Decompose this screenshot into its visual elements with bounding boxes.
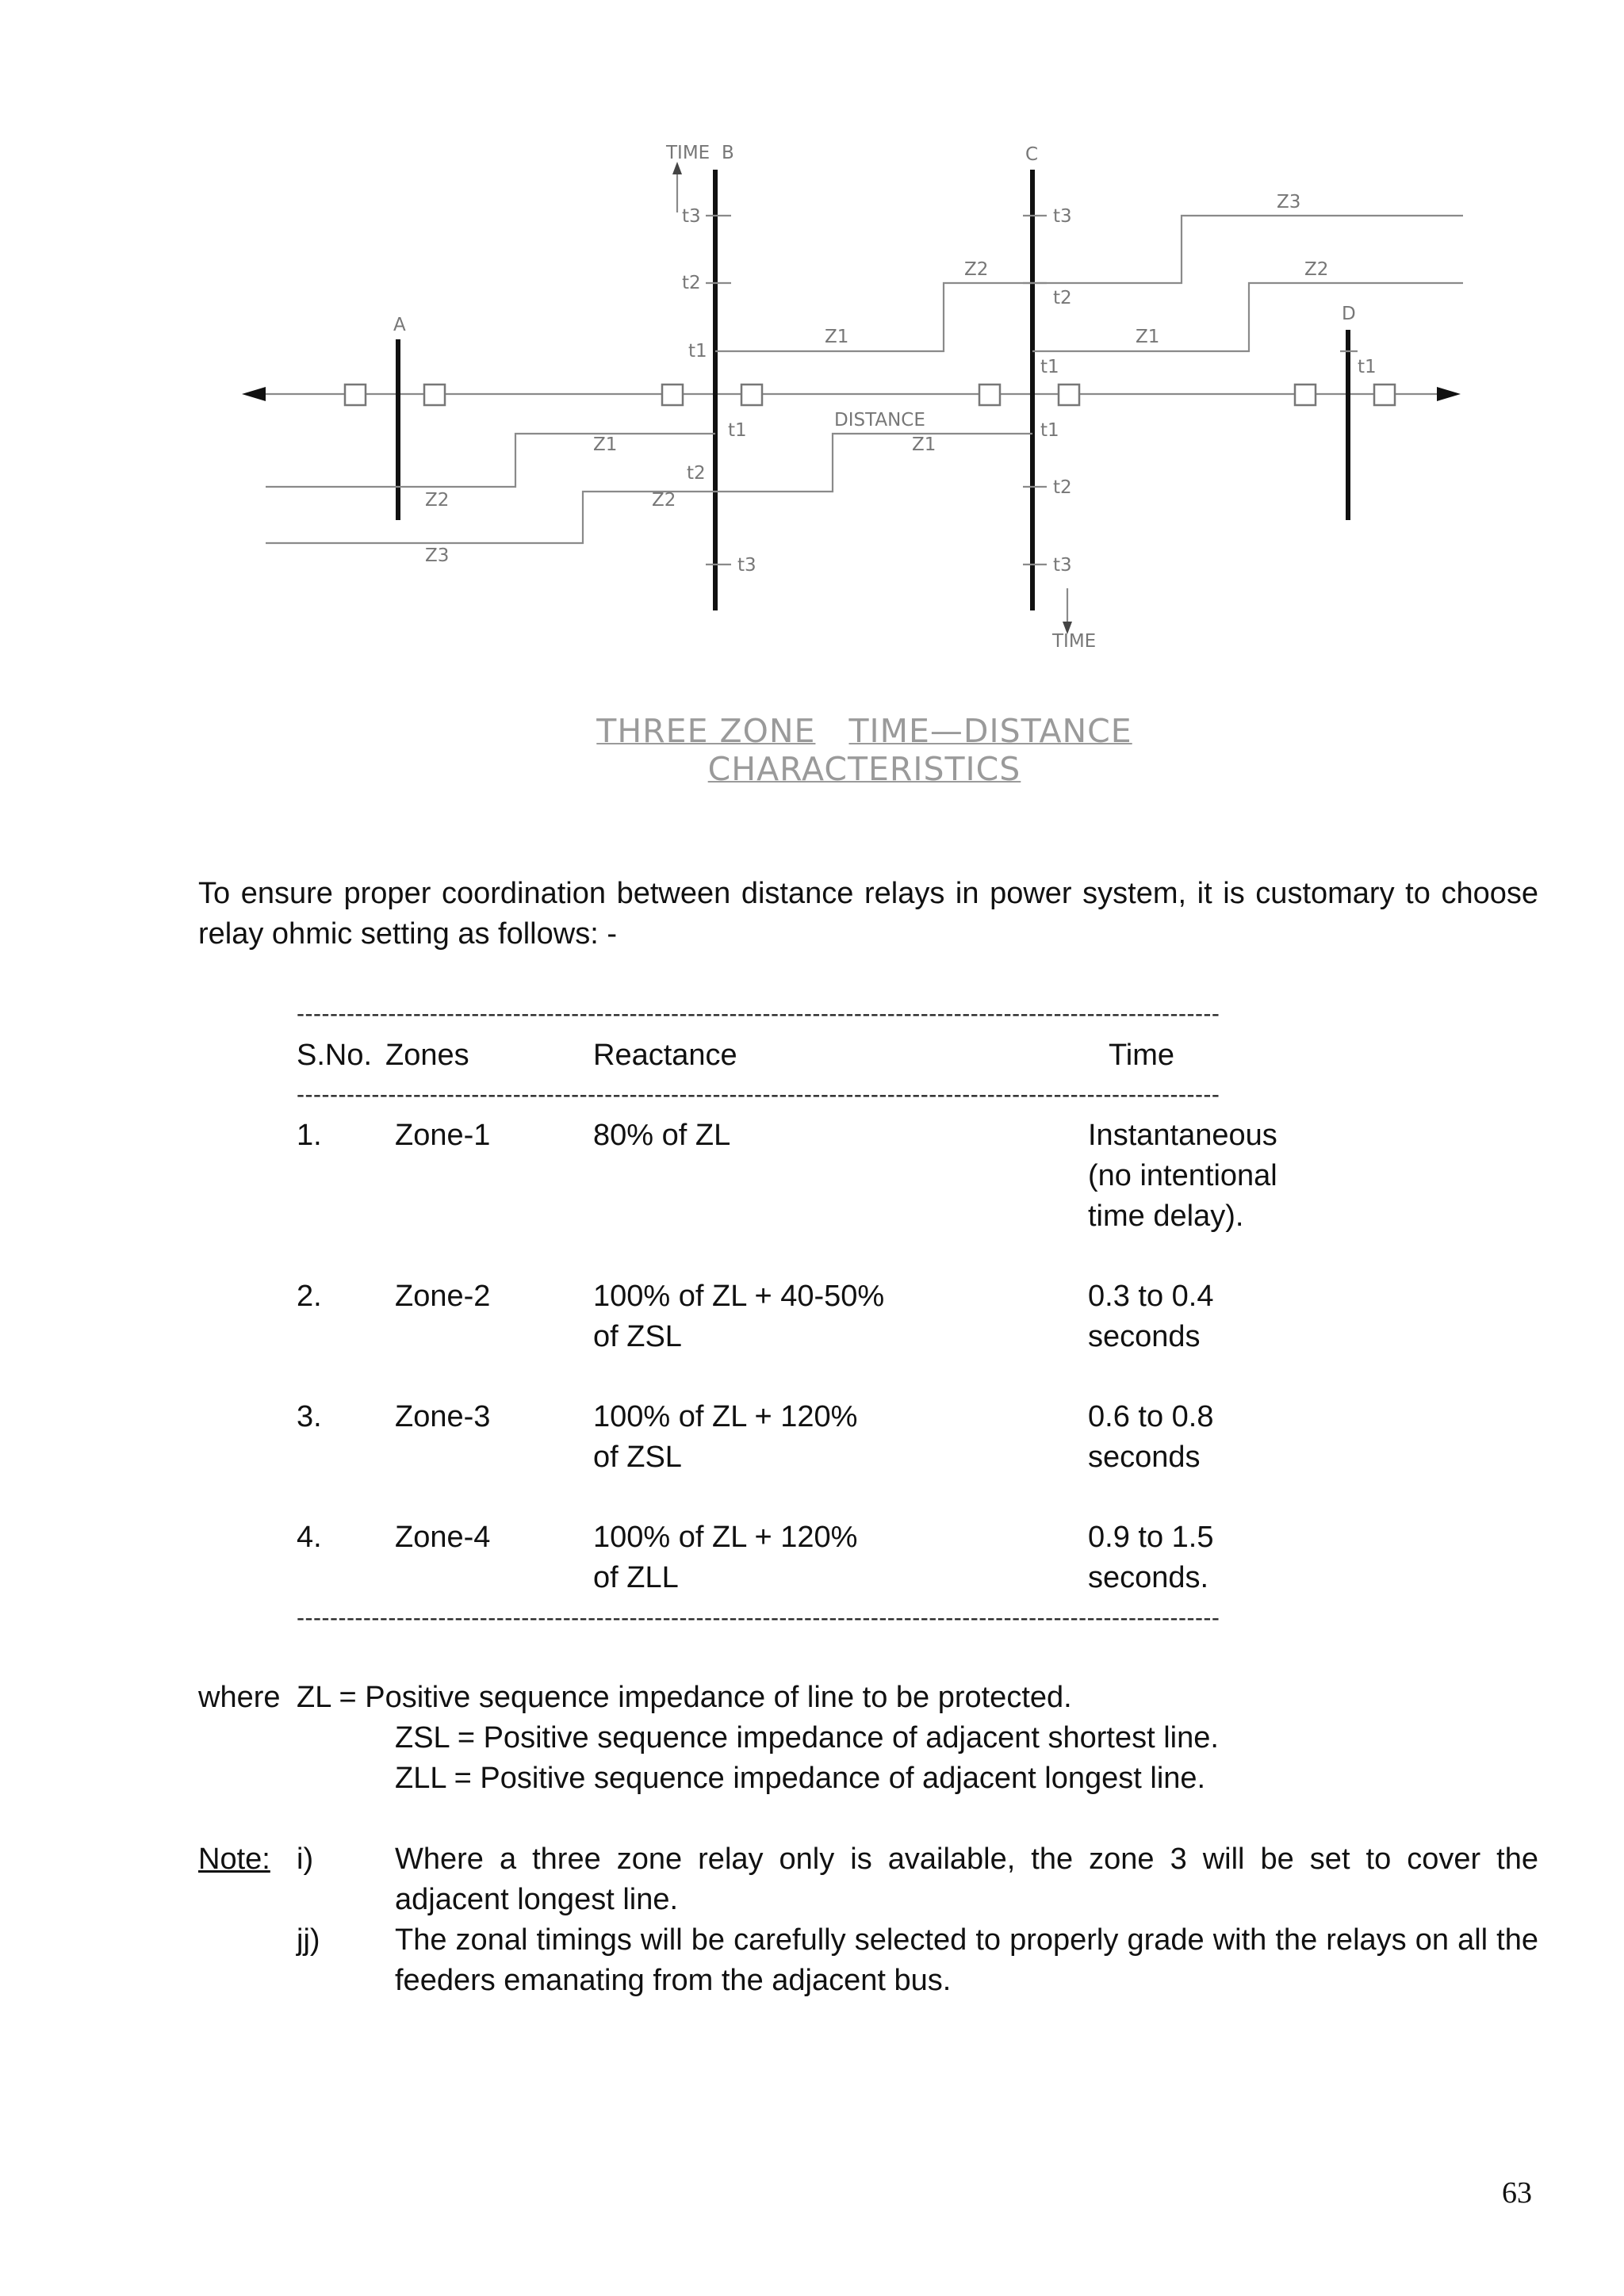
- note-text: Where a three zone relay only is available, the zone 3 will be set to cover the adjacent longest line.: [395, 1843, 1538, 1916]
- caption-word: CHARACTERISTICS: [707, 750, 1021, 788]
- table-row-reactance: 100% of ZL + 120%: [593, 1400, 858, 1433]
- table-row-zone: Zone-3: [395, 1400, 491, 1433]
- table-row-sno: 1.: [297, 1119, 322, 1152]
- z1-label: Z1: [593, 434, 618, 455]
- z1-label: Z1: [1136, 327, 1160, 347]
- distance-label: DISTANCE: [834, 410, 925, 430]
- table-rule-bottom: ---------------------------------------------------------------------------------------------------------------: [297, 1605, 1220, 1631]
- table-row-time: 0.9 to 1.5: [1088, 1521, 1214, 1554]
- header-time: Time: [1109, 1039, 1175, 1072]
- t2-label: t2: [1053, 477, 1072, 498]
- note-text: The zonal timings will be carefully selected to properly grade with the relays on all the feeders emanating from the adjacent bus.: [395, 1923, 1538, 1997]
- table-rule-top: ---------------------------------------------------------------------------------------------------------------: [297, 1001, 1220, 1027]
- table-row-reactance: 80% of ZL: [593, 1119, 731, 1152]
- t1-label: t1: [688, 341, 707, 362]
- table-row-time: seconds.: [1088, 1561, 1209, 1594]
- z3-label: Z3: [425, 545, 450, 566]
- note-marker: i): [297, 1843, 314, 1876]
- t3-label: t3: [682, 206, 701, 227]
- left-arrow-icon: [242, 387, 266, 401]
- t2-label: t2: [687, 463, 706, 484]
- definition-zll: ZLL = Positive sequence impedance of adjacent longest line.: [395, 1762, 1206, 1795]
- page-number: 63: [1502, 2176, 1532, 2210]
- table-row-reactance: of ZLL: [593, 1561, 679, 1594]
- time-axis-label-top: TIME: [666, 143, 710, 163]
- table-row-time: time delay).: [1088, 1200, 1244, 1233]
- table-row-time: 0.3 to 0.4: [1088, 1280, 1214, 1313]
- bus-c-label: C: [1025, 144, 1039, 165]
- lower-staircase-b-z3: [266, 492, 715, 543]
- t1-label: t1: [1040, 357, 1059, 377]
- z2-label: Z2: [1304, 259, 1329, 280]
- where-lead: where: [198, 1681, 281, 1714]
- header-sno: S.No.: [297, 1039, 373, 1072]
- table-row-reactance: 100% of ZL + 40-50%: [593, 1280, 885, 1313]
- table-row-sno: 3.: [297, 1400, 322, 1433]
- z2-label: Z2: [964, 259, 989, 280]
- table-row-time: seconds: [1088, 1320, 1201, 1353]
- time-up-arrow-icon: [672, 162, 682, 174]
- table-row-time: 0.6 to 0.8: [1088, 1400, 1214, 1433]
- definition-zl: ZL = Positive sequence impedance of line to be protected.: [297, 1681, 1072, 1714]
- table-row-time: Instantaneous: [1088, 1119, 1277, 1152]
- upper-staircase-c: [1032, 283, 1463, 351]
- bus-b-label: B: [722, 143, 734, 163]
- lower-staircase-b: [266, 434, 715, 487]
- t2-label: t2: [682, 273, 701, 293]
- t1-label: t1: [1358, 357, 1377, 377]
- z1-label: Z1: [825, 327, 849, 347]
- z2-label: Z2: [652, 490, 676, 511]
- caption-word: TIME—DISTANCE: [848, 712, 1132, 750]
- table-row-sno: 4.: [297, 1521, 322, 1554]
- t1-label: t1: [1040, 420, 1059, 441]
- table-rule-header: ---------------------------------------------------------------------------------------------------------------: [297, 1081, 1220, 1108]
- bus-d-label: D: [1342, 304, 1356, 324]
- table-row-zone: Zone-4: [395, 1521, 491, 1554]
- lower-staircase-c: [715, 434, 1032, 492]
- t2-label: t2: [1053, 288, 1072, 308]
- table-row-sno: 2.: [297, 1280, 322, 1313]
- table-row-zone: Zone-2: [395, 1280, 491, 1313]
- t3-label: t3: [1053, 206, 1072, 227]
- z3-label: Z3: [1277, 192, 1301, 212]
- time-axis-label-bottom: TIME: [1052, 631, 1097, 652]
- header-reactance: Reactance: [593, 1039, 737, 1072]
- z2-label: Z2: [425, 490, 450, 511]
- note-marker: jj): [297, 1923, 320, 1957]
- time-distance-diagram: [0, 0, 1624, 714]
- diagram-caption: [444, 712, 1285, 788]
- header-zones: Zones: [385, 1039, 469, 1072]
- definition-zsl: ZSL = Positive sequence impedance of adjacent shortest line.: [395, 1721, 1219, 1755]
- table-row-reactance: of ZSL: [593, 1441, 682, 1474]
- z1-label: Z1: [912, 434, 936, 455]
- table-row-zone: Zone-1: [395, 1119, 491, 1152]
- caption-word: THREE ZONE: [596, 712, 816, 750]
- table-row-reactance: 100% of ZL + 120%: [593, 1521, 858, 1554]
- right-arrow-icon: [1437, 387, 1461, 401]
- intro-paragraph: To ensure proper coordination between distance relays in power system, it is customary to choose relay ohmic setting as follows: -: [198, 877, 1538, 951]
- t1-label: t1: [728, 420, 747, 441]
- bus-a-label: A: [393, 315, 406, 335]
- table-row-reactance: of ZSL: [593, 1320, 682, 1353]
- table-row-time: (no intentional: [1088, 1159, 1277, 1192]
- table-row-time: seconds: [1088, 1441, 1201, 1474]
- note-label: Note:: [198, 1843, 270, 1876]
- t3-label: t3: [1053, 555, 1072, 576]
- t3-label: t3: [737, 555, 756, 576]
